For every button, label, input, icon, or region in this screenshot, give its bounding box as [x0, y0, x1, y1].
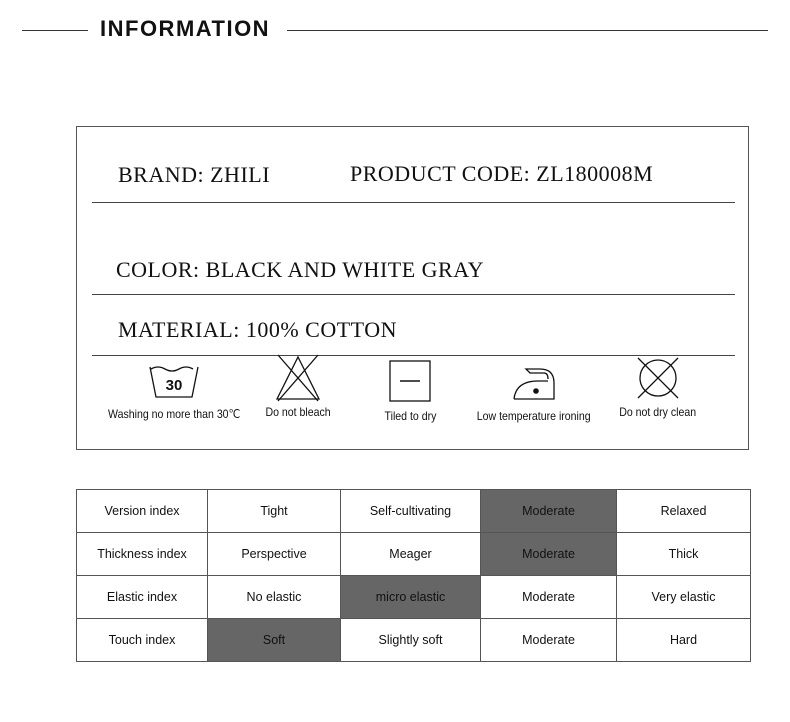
material-text: MATERIAL: 100% COTTON: [118, 317, 397, 342]
index-option: Very elastic: [617, 576, 751, 619]
index-label: Version index: [77, 490, 208, 533]
divider: [92, 202, 735, 203]
index-option: Thick: [617, 533, 751, 576]
wash-30-icon: [148, 363, 200, 401]
table-row: [77, 490, 751, 533]
index-option: Hard: [617, 619, 751, 662]
no-dry-clean-icon: [633, 353, 683, 403]
brand-text: BRAND: ZHILI: [118, 162, 271, 187]
index-option: Perspective: [208, 533, 341, 576]
tumble-dry-icon: [388, 359, 432, 403]
index-label: Touch index: [77, 619, 208, 662]
wash-temp-symbol: 30: [165, 377, 183, 394]
care-label: Do not dry clean: [619, 405, 697, 419]
index-option: Meager: [341, 533, 481, 576]
index-option-selected: Moderate: [481, 490, 617, 533]
index-option: Moderate: [481, 619, 617, 662]
product-code-text: PRODUCT CODE: ZL180008M: [350, 161, 654, 186]
care-label: Tiled to dry: [384, 409, 436, 423]
index-option-selected: micro elastic: [341, 576, 481, 619]
iron-low-icon: [510, 363, 558, 403]
index-label: Thickness index: [77, 533, 208, 576]
table-row: [77, 576, 751, 619]
table-row: [77, 533, 751, 576]
index-option-selected: Soft: [208, 619, 341, 662]
index-option: Relaxed: [617, 490, 751, 533]
index-option-selected: Moderate: [481, 533, 617, 576]
index-label: Elastic index: [77, 576, 208, 619]
color-text: COLOR: BLACK AND WHITE GRAY: [116, 257, 484, 282]
index-option: Self-cultivating: [341, 490, 481, 533]
title-line-left: [22, 30, 88, 31]
divider: [92, 294, 735, 295]
care-label: Washing no more than 30℃: [108, 407, 241, 421]
care-label: Do not bleach: [265, 405, 331, 419]
index-option: Moderate: [481, 576, 617, 619]
table-row: [77, 619, 751, 662]
page-title: INFORMATION: [100, 16, 271, 41]
fabric-index-table: [76, 489, 751, 662]
care-label: Low temperature ironing: [477, 409, 591, 423]
info-box: [76, 126, 749, 450]
care-item: [583, 363, 733, 421]
index-option: Tight: [208, 490, 341, 533]
no-bleach-icon: [272, 353, 324, 403]
index-option: No elastic: [208, 576, 341, 619]
index-option: Slightly soft: [341, 619, 481, 662]
title-line-right: [287, 30, 768, 31]
